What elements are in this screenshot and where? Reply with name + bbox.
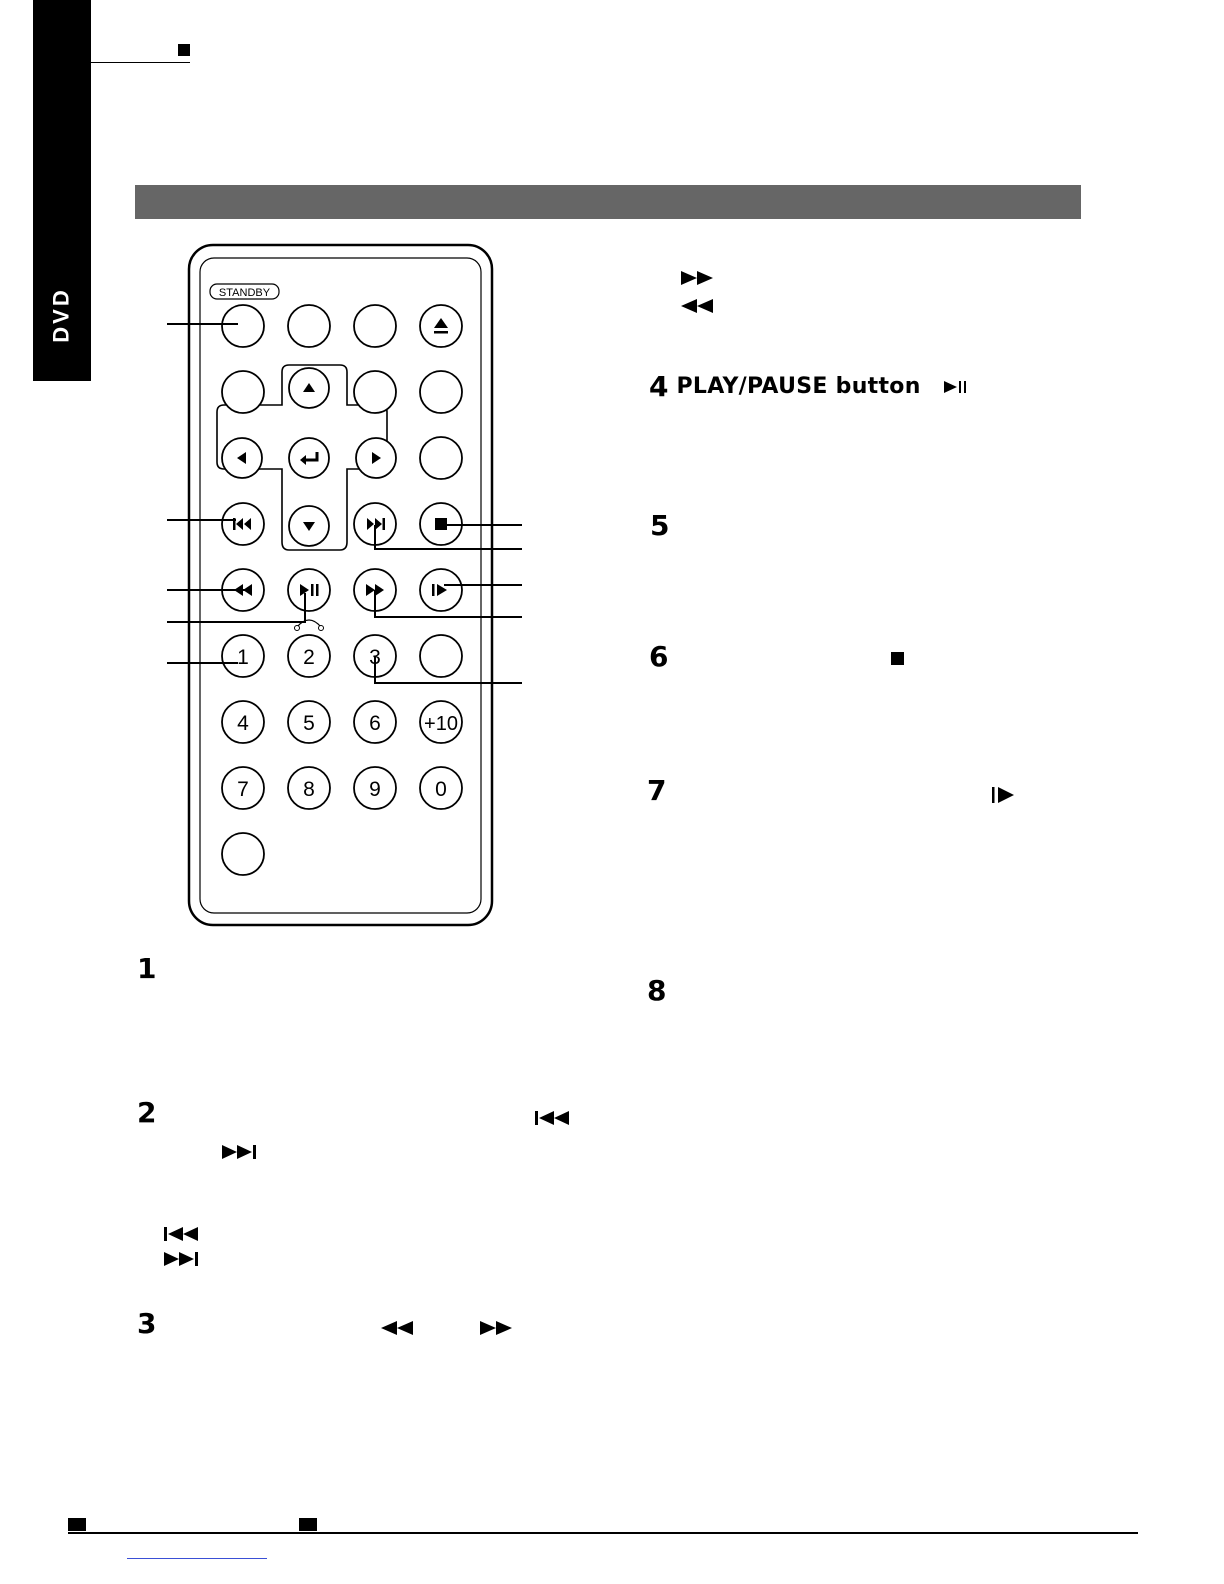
number-key-label: 3: [369, 646, 381, 669]
side-tab: [33, 0, 91, 381]
footer-link-underline: [127, 1558, 267, 1559]
prev-track-icon: [533, 1107, 575, 1129]
step-icon: [989, 784, 1019, 806]
remote-button[interactable]: [354, 305, 396, 347]
number-key-label: 0: [435, 778, 447, 801]
remote-button[interactable]: [420, 371, 462, 413]
number-key-label: 2: [303, 646, 315, 669]
next-track-icon: [220, 1141, 262, 1163]
next-track-icon: [162, 1248, 204, 1270]
footer-square-marker: [68, 1518, 86, 1531]
number-key-label: 9: [369, 778, 381, 801]
item-4-heading: [649, 370, 971, 403]
prev-track-icon: [162, 1223, 204, 1245]
item-number: 8: [647, 974, 667, 1007]
enter-button[interactable]: [289, 438, 329, 478]
stop-icon: [891, 652, 904, 665]
remote-button[interactable]: [354, 371, 396, 413]
number-key-label: +10: [424, 713, 458, 735]
number-key-label: 8: [303, 778, 315, 801]
fast-forward-icon: [679, 268, 719, 288]
remote-button[interactable]: [222, 833, 264, 875]
item-number: 5: [650, 509, 670, 542]
footer-square-marker: [299, 1518, 317, 1531]
remote-button[interactable]: [288, 305, 330, 347]
fast-forward-icon: [478, 1318, 518, 1338]
number-key-label: 7: [237, 778, 249, 801]
side-tab-label: DVD: [48, 287, 74, 343]
footer-rule: [68, 1532, 1138, 1534]
remote-button[interactable]: [222, 371, 264, 413]
standby-label: STANDBY: [218, 287, 271, 299]
rewind-icon: [679, 296, 719, 316]
item-number: 3: [137, 1307, 157, 1340]
number-key-label: 6: [369, 712, 381, 735]
remote-button[interactable]: [420, 437, 462, 479]
item-number: 2: [137, 1096, 157, 1129]
remote-button[interactable]: [420, 635, 462, 677]
remote-control-diagram: [150, 240, 530, 930]
item-number: 7: [647, 774, 667, 807]
rewind-icon: [379, 1318, 419, 1338]
play-pause-icon: [941, 377, 971, 397]
item-number: 6: [649, 640, 669, 673]
number-key-label: 1: [237, 646, 249, 669]
section-header-bar: [135, 185, 1081, 219]
number-key-label: 5: [303, 712, 315, 735]
number-key-label: 4: [237, 712, 249, 735]
standby-button[interactable]: [222, 305, 264, 347]
header-square-marker: [178, 44, 190, 56]
header-rule: [90, 62, 190, 63]
item-number: 1: [137, 952, 157, 985]
item-number: 4: [649, 370, 669, 403]
item-title: PLAY/PAUSE button: [676, 374, 921, 399]
